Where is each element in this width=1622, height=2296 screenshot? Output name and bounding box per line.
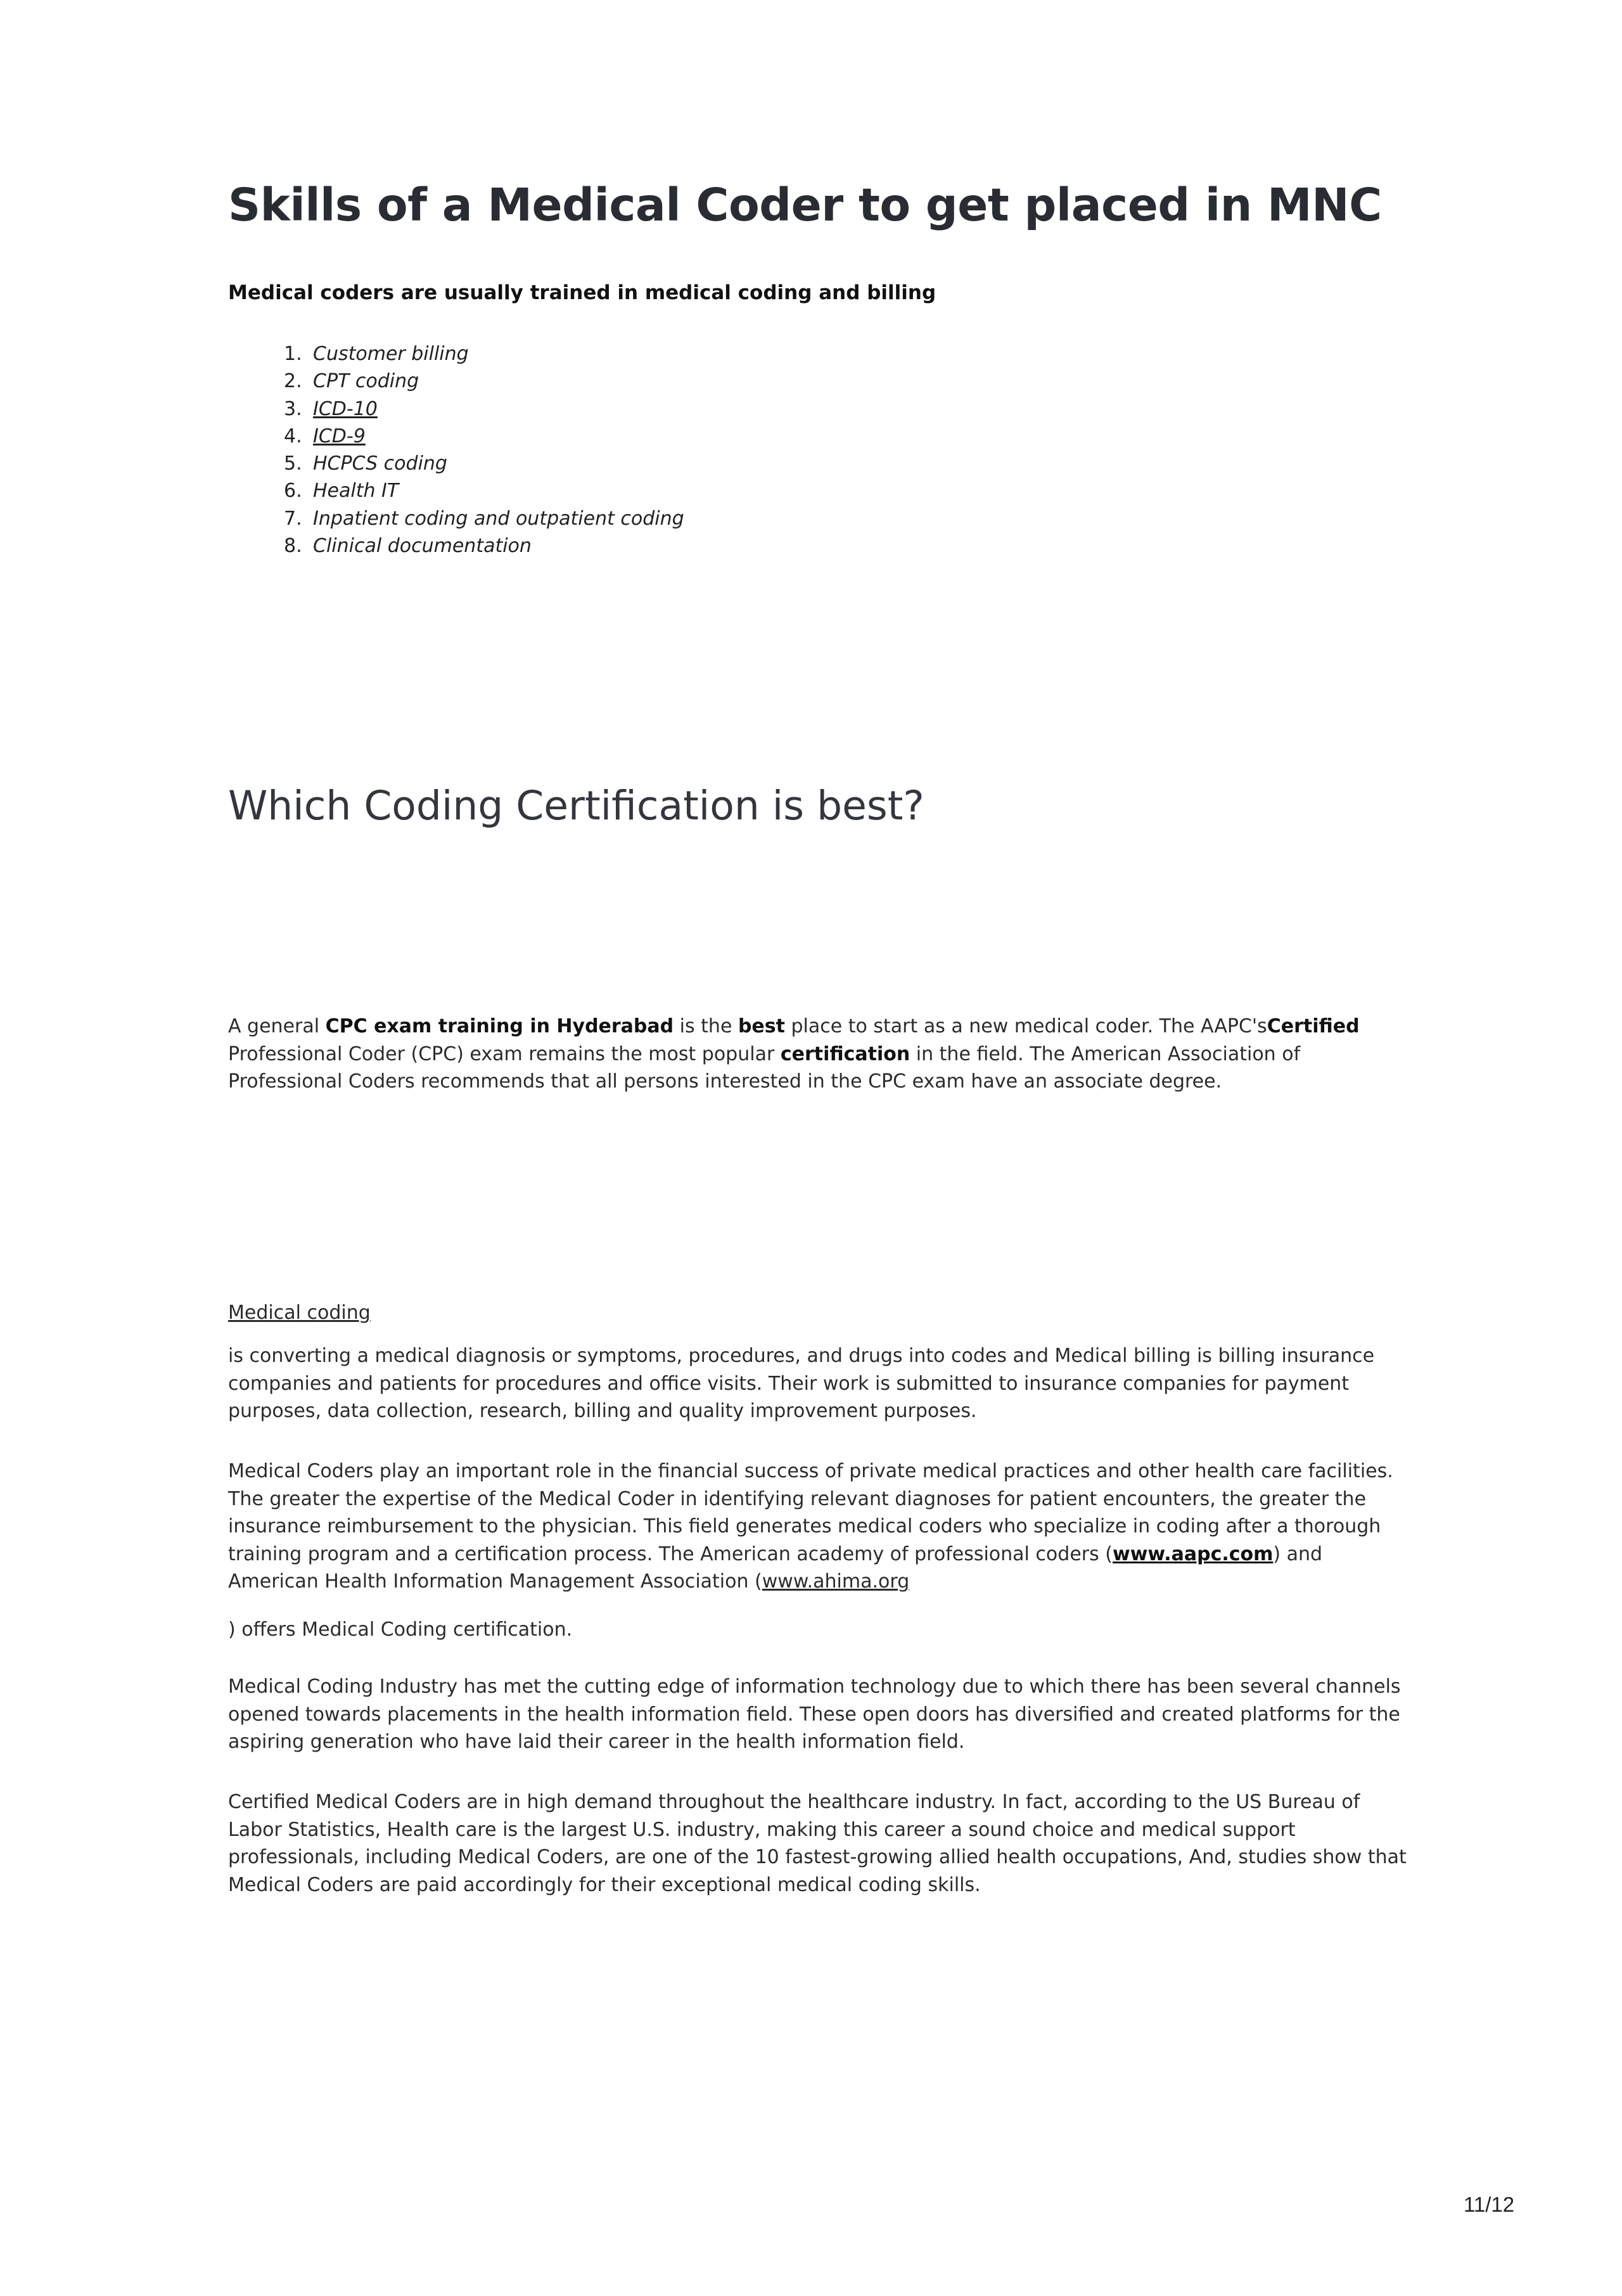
page-title: Skills of a Medical Coder to get placed in MNC [228,179,1382,231]
list-item-label: Inpatient coding and outpatient coding [313,507,684,530]
paragraph-role [228,1458,1413,1596]
list-item-label: Customer billing [313,343,469,365]
page-number: 11/12 [1464,2193,1515,2216]
list-number: 4. [284,425,302,447]
text-run: ) and American Health Information Management Association ( [228,1542,1323,1593]
paragraph-demand: Certified Medical Coders are in high demand throughout the healthcare industry. In fact, according to the US Bureau of Labor Statistics, Health care is the largest U.S. industry, making this career a sound choice and medical support professionals, including Medical Coders, are one of the 10 fastest-growing allied health occupations, And, studies show that Medical Coders are paid accordingly for their exceptional medical coding skills. [228,1791,1407,1896]
list-number: 8. [284,535,302,558]
list-item-label: Health IT [313,480,399,503]
list-item-label: Clinical documentation [313,535,532,558]
list-item [284,368,684,395]
list-item [284,423,684,450]
list-number: 6. [284,480,302,503]
list-item [284,340,684,368]
list-item [284,532,684,560]
list-number: 3. [284,397,302,420]
list-number: 2. [284,370,302,393]
list-item-label: HCPCS coding [313,452,447,475]
aapc-link[interactable]: www.aapc.com [1112,1542,1274,1565]
text-run: Professional Coder (CPC) exam remains the most popular [228,1042,781,1065]
bold-text: Certified [1267,1015,1360,1037]
list-item [284,450,684,477]
text-run: is the [674,1015,738,1037]
list-item-label: CPT coding [313,370,419,393]
medical-coding-link[interactable]: Medical coding [228,1302,371,1324]
text-run: Medical Coders play an important role in the financial success of private medical practices and other health care facilities. The greater the expertise of the Medical Coder in identifying relevant diagnoses for patient encounters, the greater the insurance reimbursement to the physician. This field generates medical coders who specialize in coding after a thorough training program and a certification process. The American academy of professional coders ( [228,1460,1393,1565]
bold-text: CPC exam training in Hyderabad [325,1015,674,1037]
ahima-link[interactable]: www.ahima.org [762,1570,910,1593]
skills-list [284,340,684,560]
paragraph-definition: is converting a medical diagnosis or symptoms, procedures, and drugs into codes and Medical billing is billing insurance companies and patients for procedures and office visits. Their work is submitted to insurance companies for payment purposes, data collection, research, billing and quality improvement purposes. [228,1345,1375,1422]
section-heading: Which Coding Certification is best? [228,783,924,829]
icd10-link[interactable]: ICD-10 [313,397,378,420]
paragraph-certification-tail: ) offers Medical Coding certification. [228,1619,573,1641]
list-number: 7. [284,507,302,530]
list-item [284,395,684,423]
bold-text: certification [780,1042,910,1065]
paragraph-cpc [228,1013,1413,1096]
text-run: in the field. The American Association of Professional Coders recommends that all persons interested in the CPC exam have an associate degree. [228,1042,1301,1093]
text-run: place to start as a new medical coder. The AAPC's [784,1015,1267,1037]
list-number: 1. [284,343,302,365]
list-item [284,477,684,504]
list-number: 5. [284,452,302,475]
list-item [284,505,684,532]
subheading: Medical coders are usually trained in medical coding and billing [228,281,936,304]
text-run: A general [228,1015,326,1037]
bold-text: best [738,1015,785,1037]
paragraph-industry: Medical Coding Industry has met the cutting edge of information technology due to which there has been several channels opened towards placements in the health information field. These open doors has diversified and created platforms for the aspiring generation who have laid their career in the health information field. [228,1676,1401,1753]
icd9-link[interactable]: ICD-9 [313,425,366,447]
